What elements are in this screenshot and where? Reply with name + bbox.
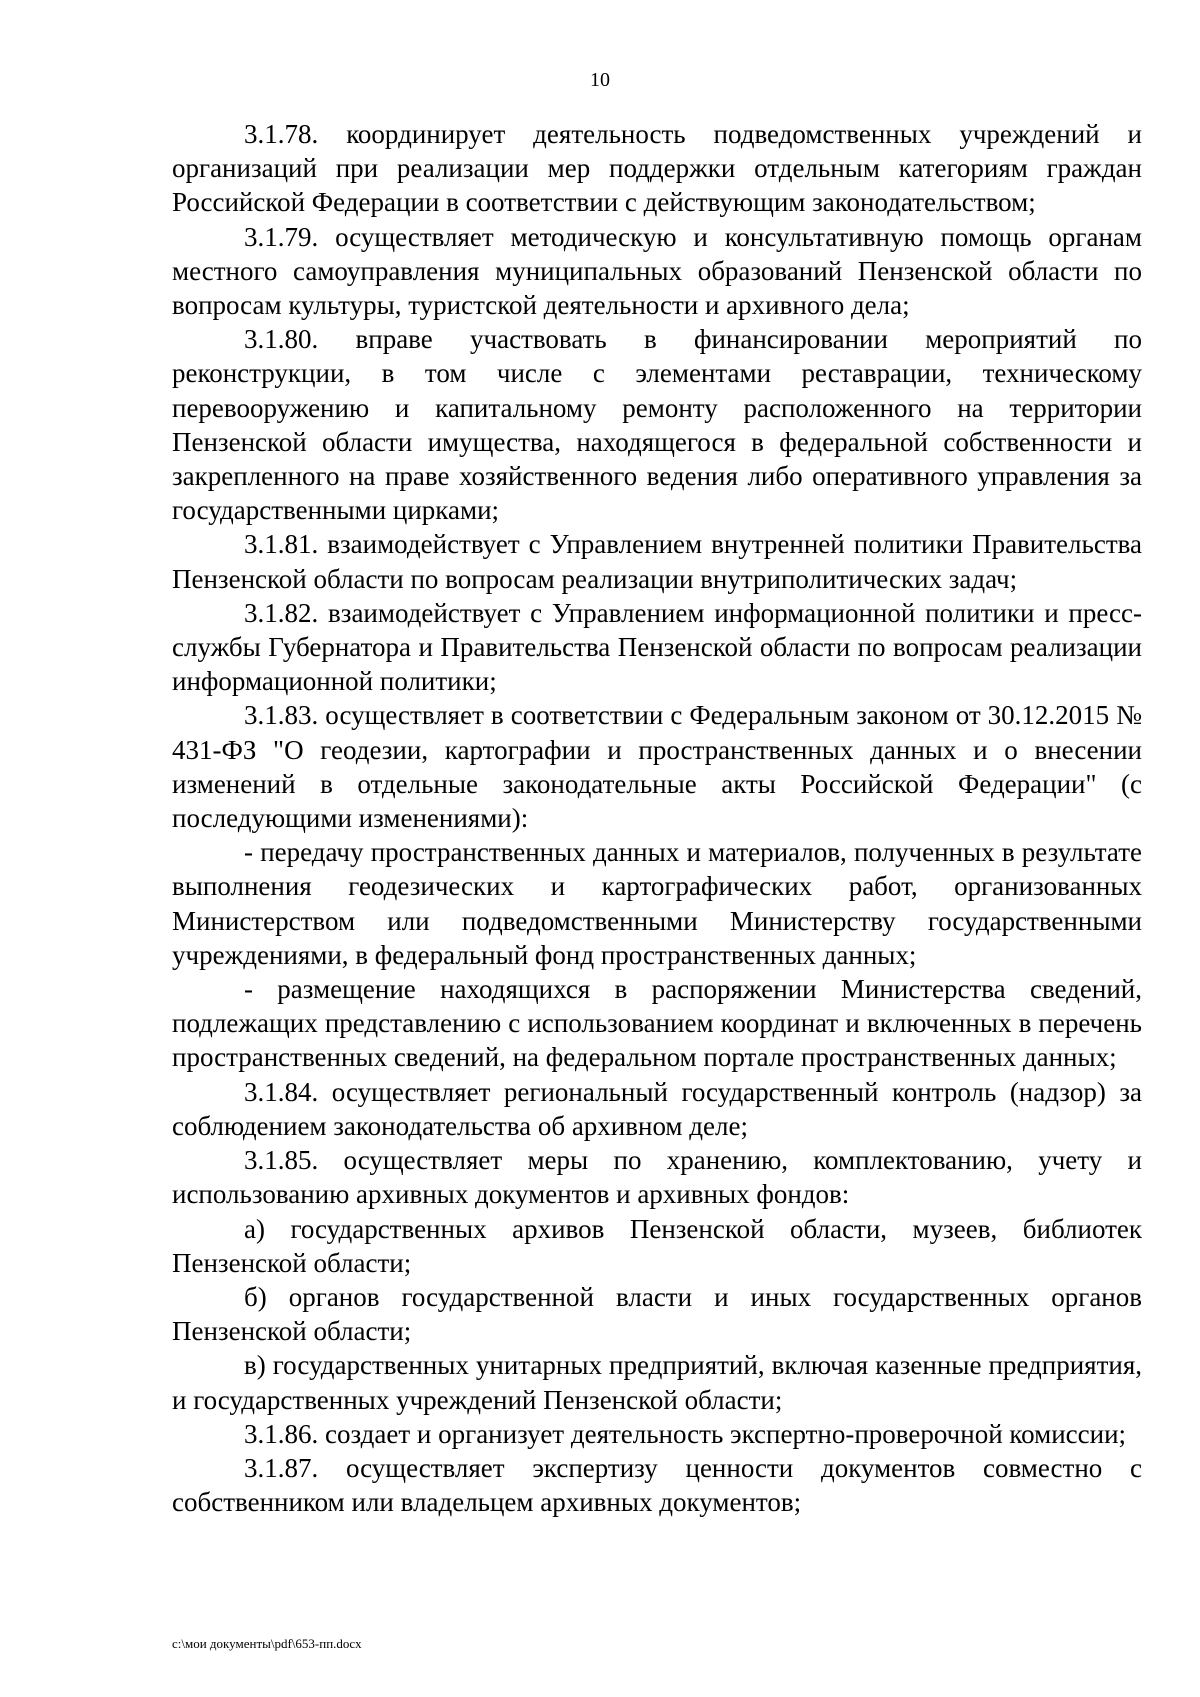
paragraph-3-1-80: 3.1.80. вправе участвовать в финансировании мероприятий по реконструкции, в том числе с элементами реставрации, техническому перевооружению и капитальному ремонту расположенного на территории Пензенской области имущества, находящегося в федеральной собственности и закрепленного на праве хозяйственного ведения либо оперативного управления за государственными цирками; xyxy=(172,324,1142,526)
paragraph-3-1-83: 3.1.83. осуществляет в соответствии с Федеральным законом от 30.12.2015 № 431-ФЗ "О геодезии, картографии и пространственных данных и о внесении изменений в отдельные законодательные акты Российской Федерации" (с последующими изменениями): xyxy=(172,700,1142,834)
document-body xyxy=(172,117,1142,1519)
list-item-data-transfer: - передачу пространственных данных и материалов, полученных в результате выполнения геодезических и картографических работ, организованных Министерством или подведомственными Министерству государственными учреждениями, в федеральный фонд пространственных данных; xyxy=(172,837,1142,970)
paragraph-3-1-82: 3.1.82. взаимодействует с Управлением информационной политики и пресс-службы Губернатора и Правительства Пензенской области по вопросам реализации информационной политики; xyxy=(172,597,1142,697)
paragraph-3-1-85: 3.1.85. осуществляет меры по хранению, комплектованию, учету и использованию архивных документов и архивных фондов: xyxy=(172,1145,1142,1210)
list-item-b: б) органов государственной власти и иных государственных органов Пензенской области; xyxy=(172,1281,1142,1347)
footer-file-path: c:\мои документы\pdf\653-пп.docx xyxy=(172,1636,362,1651)
paragraph-3-1-81: 3.1.81. взаимодействует с Управлением внутренней политики Правительства Пензенской области по вопросам реализации внутриполитических задач; xyxy=(172,529,1142,594)
paragraph-3-1-79: 3.1.79. осуществляет методическую и консультативную помощь органам местного самоуправления муниципальных образований Пензенской области по вопросам культуры, туристской деятельности и архивного дела; xyxy=(172,221,1142,321)
paragraph-3-1-84: 3.1.84. осуществляет региональный государственный контроль (надзор) за соблюдением законодательства об архивном деле; xyxy=(172,1076,1142,1141)
paragraph-3-1-87: 3.1.87. осуществляет экспертизу ценности документов совместно с собственником или владельцем архивных документов; xyxy=(172,1452,1142,1518)
list-item-c: в) государственных унитарных предприятий, включая казенные предприятия, и государственных учреждений Пензенской области; xyxy=(172,1350,1142,1415)
paragraph-3-1-86: 3.1.86. создает и организует деятельность экспертно-проверочной комиссии; xyxy=(244,1418,1127,1449)
list-item-a: а) государственных архивов Пензенской области, музеев, библиотек Пензенской области; xyxy=(172,1213,1142,1278)
paragraph-3-1-78: 3.1.78. координирует деятельность подведомственных учреждений и организаций при реализации мер поддержки отдельным категориям граждан Российской Федерации в соответствии с действующим законодательством; xyxy=(172,119,1142,218)
page-number: 10 xyxy=(590,69,610,91)
list-item-data-placement: - размещение находящихся в распоряжении Министерства сведений, подлежащих представлению с использованием координат и включенных в перечень пространственных сведений, на федеральном портале пространственных данных; xyxy=(172,974,1142,1073)
